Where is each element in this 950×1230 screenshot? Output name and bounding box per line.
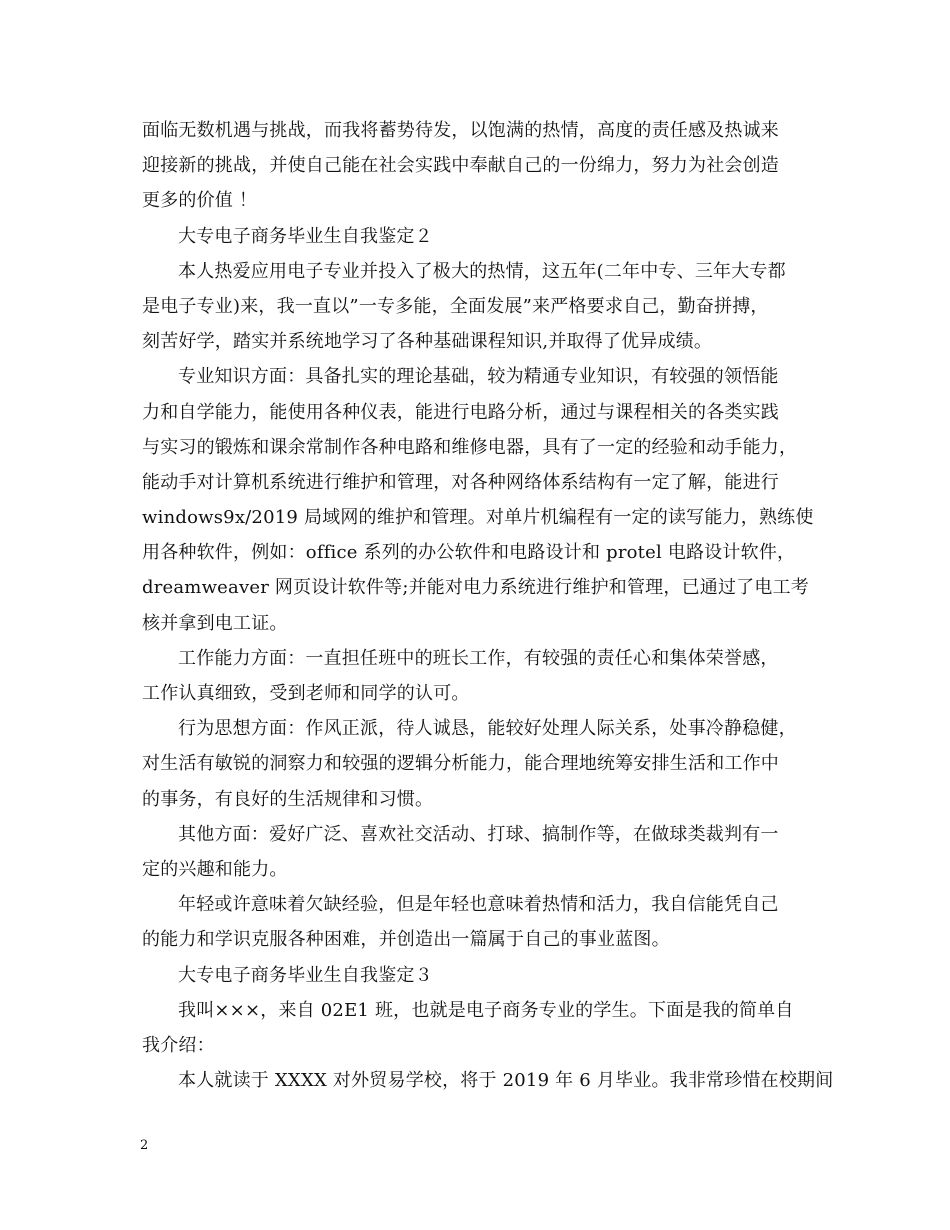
- text-line: 是电子专业)来，我一直以”一专多能，全面发展”来严格要求自己，勤奋拼搏，: [142, 295, 769, 317]
- text-line: 年轻或许意味着欠缺经验，但是年轻也意味着热情和活力，我自信能凭自己: [178, 894, 779, 916]
- text-line: 核并拿到电工证。: [142, 612, 288, 634]
- text-line: windows9x/2019 局域网的维护和管理。对单片机编程有一定的读写能力，熟练使: [142, 507, 814, 529]
- section-heading: 大专电子商务毕业生自我鉴定３: [178, 964, 433, 986]
- text-line: 的事务，有良好的生活规律和习惯。: [142, 788, 434, 810]
- body-text: [142, 113, 834, 1098]
- section-heading: 大专电子商务毕业生自我鉴定２: [178, 225, 433, 247]
- text-line: 本人热爱应用电子专业并投入了极大的热情，这五年(二年中专、三年大专都: [178, 260, 786, 282]
- text-line: 力和自学能力，能使用各种仪表，能进行电路分析，通过与课程相关的各类实践: [142, 401, 779, 423]
- text-line: 定的兴趣和能力。: [142, 858, 288, 880]
- text-line: 迎接新的挑战，并使自己能在社会实践中奉献自己的一份绵力，努力为社会创造: [142, 155, 779, 177]
- text-line: 与实习的锻炼和课余常制作各种电路和维修电器，具有了一定的经验和动手能力，: [142, 436, 798, 458]
- text-line: 工作能力方面：一直担任班中的班长工作，有较强的责任心和集体荣誉感，: [178, 647, 779, 669]
- text-line: 我叫×××，来自 02E1 班，也就是电子商务专业的学生。下面是我的简单自: [178, 999, 794, 1021]
- text-line: 专业知识方面：具备扎实的理论基础，较为精通专业知识，有较强的领悟能: [178, 366, 779, 388]
- text-line: dreamweaver 网页设计软件等;并能对电力系统进行维护和管理，已通过了电工考: [142, 577, 809, 599]
- text-line: 行为思想方面：作风正派，待人诚恳，能较好处理人际关系，处事冷静稳健，: [178, 718, 797, 740]
- text-line: 对生活有敏锐的洞察力和较强的逻辑分析能力，能合理地统筹安排生活和工作中: [142, 753, 779, 775]
- text-line: 工作认真细致，受到老师和同学的认可。: [142, 683, 470, 704]
- text-line: 其他方面：爱好广泛、喜欢社交活动、打球、搞制作等，在做球类裁判有一: [178, 823, 779, 845]
- text-line: 我介绍：: [142, 1034, 215, 1056]
- text-line: 更多的价值 ！: [142, 190, 258, 212]
- text-line: 的能力和学识克服各种困难，并创造出一篇属于自己的事业蓝图。: [142, 929, 670, 951]
- text-line: 能动手对计算机系统进行维护和管理，对各种网络体系结构有一定了解，能进行: [142, 471, 779, 493]
- text-line: 本人就读于 XXXX 对外贸易学校，将于 2019 年 6 月毕业。我非常珍惜在校期间: [178, 1070, 834, 1092]
- text-line: 用各种软件，例如：office 系列的办公软件和电路设计和 protel 电路设计软件，: [142, 542, 796, 564]
- text-line: 刻苦好学，踏实并系统地学习了各种基础课程知识,并取得了优异成绩。: [142, 331, 713, 353]
- text-line: 面临无数机遇与挑战，而我将蓄势待发，以饱满的热情，高度的责任感及热诚来: [142, 120, 779, 141]
- page-number: 2: [140, 1138, 149, 1153]
